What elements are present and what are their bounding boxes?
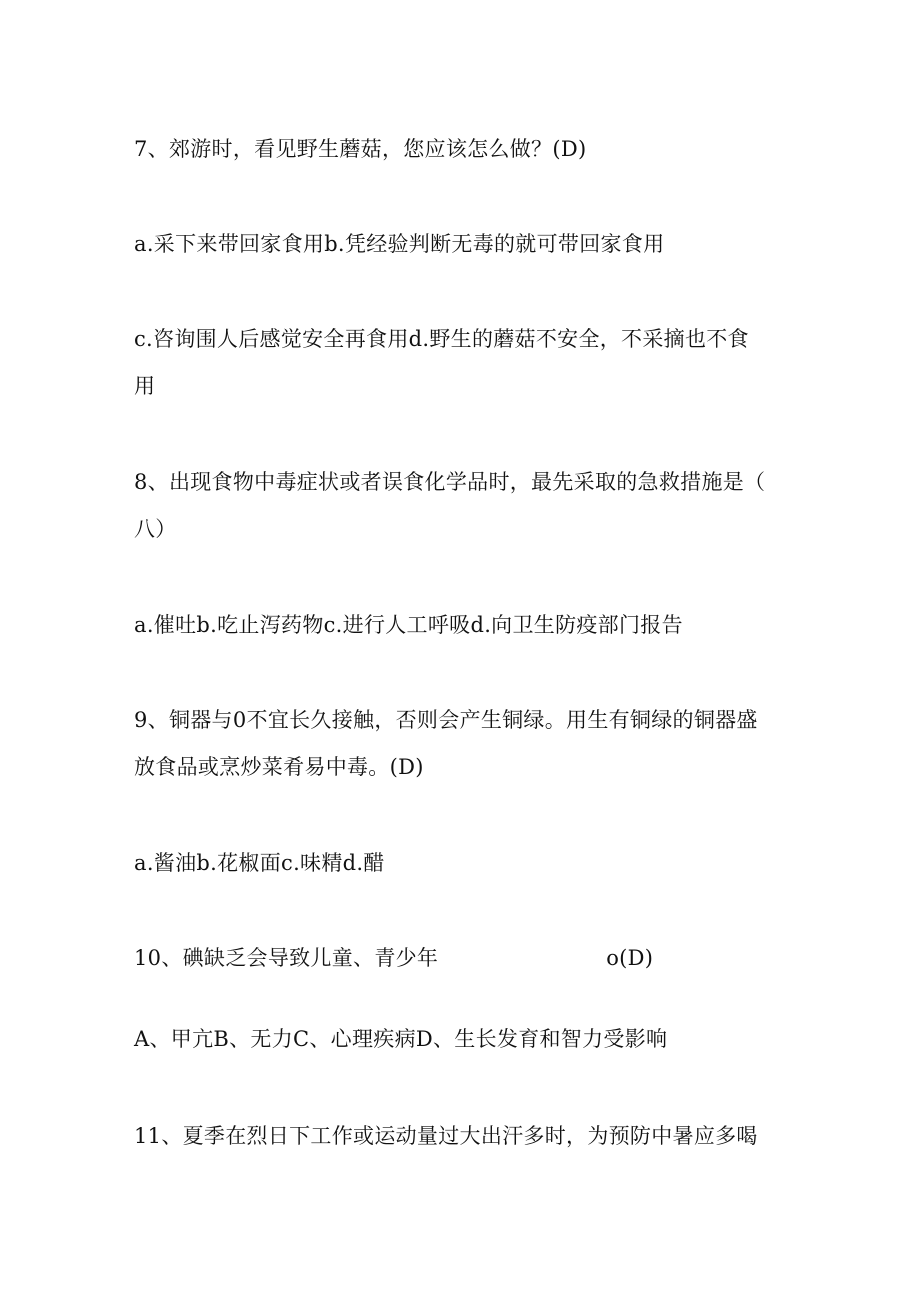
- question-10-answer: o(D): [606, 946, 654, 970]
- question-9-continued: 放食品或烹炒菜肴易中毒。(D): [134, 755, 424, 779]
- question-11: 11、夏季在烈日下工作或运动量过大出汗多时，为预防中暑应多喝: [134, 1124, 758, 1148]
- question-7-options-ab: a.采下来带回家食用b.凭经验判断无毒的就可带回家食用: [134, 232, 665, 256]
- question-8: 8、出现食物中毒症状或者误食化学品时，最先采取的急救措施是（: [134, 470, 766, 494]
- question-10-text: 10、碘缺乏会导致儿童、青少年: [134, 946, 439, 970]
- question-10: [134, 943, 653, 973]
- question-9: 9、铜器与0不宜长久接触，否则会产生铜绿。用生有铜绿的铜器盛: [134, 708, 758, 732]
- question-7: 7、郊游时，看见野生蘑菇，您应该怎么做？(D): [134, 137, 587, 161]
- question-8-options: a.催吐b.吃止泻药物c.进行人工呼吸d.向卫生防疫部门报告: [134, 613, 683, 637]
- question-8-continued: 八）: [134, 517, 177, 541]
- question-7-options-cd: c.咨询围人后感觉安全再食用d.野生的蘑菇不安全，不采摘也不食: [134, 327, 749, 351]
- question-7-options-cd-continued: 用: [134, 374, 156, 398]
- question-10-options: A、甲亢B、无力C、心理疾病D、生长发育和智力受影响: [134, 1027, 668, 1051]
- question-9-options: a.酱油b.花椒面c.味精d.醋: [134, 851, 385, 875]
